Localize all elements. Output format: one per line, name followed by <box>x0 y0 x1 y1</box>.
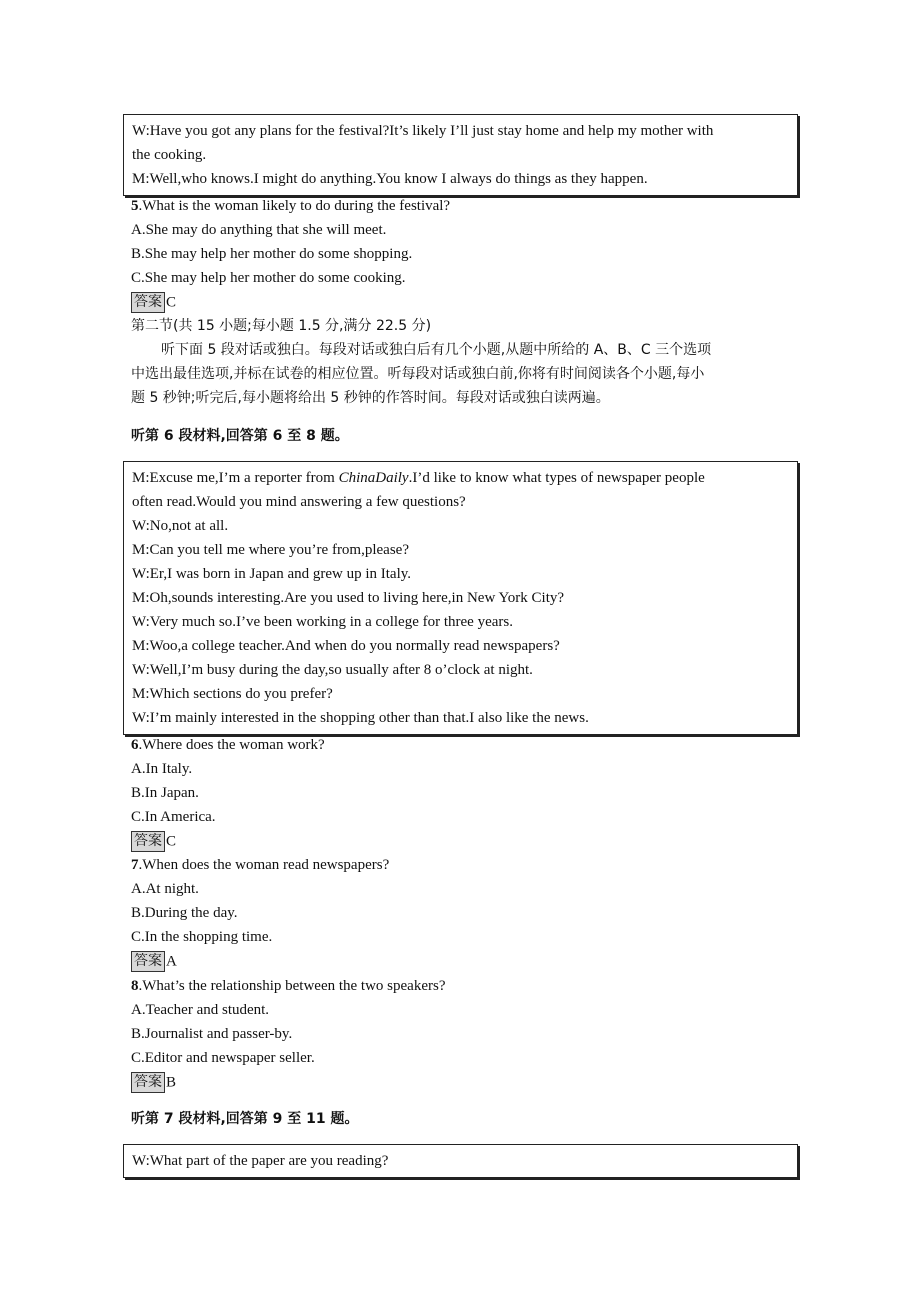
dialogue-line: the cooking. <box>132 147 207 163</box>
instruction-line: 听下面 5 段对话或独白。每段对话或独白后有几个小题,从题中所给的 A、B、C 三个选项 <box>161 342 712 358</box>
dialogue-line: M:Woo,a college teacher.And when do you normally read newspapers? <box>132 638 560 654</box>
answer-label: 答案 <box>131 1072 165 1093</box>
dialogue-line: W:No,not at all. <box>132 518 229 534</box>
question-6 <box>131 733 325 853</box>
dialogue-line: M:Well,who knows.I might do anything.You know I always do things as they happen. <box>132 171 648 187</box>
answer-label: 答案 <box>131 831 165 852</box>
answer-value: A <box>166 953 177 970</box>
dialogue-line <box>132 466 797 490</box>
dialogue-line: W:Er,I was born in Japan and grew up in Italy. <box>132 566 412 582</box>
question-number: 6 <box>131 737 139 753</box>
section-title: 第二节(共 15 小题;每小题 1.5 分,满分 22.5 分) <box>131 318 432 334</box>
option-a: A.Teacher and student. <box>131 1002 270 1018</box>
question-number: 8 <box>131 978 139 994</box>
dialogue-line: often read.Would you mind answering a few questions? <box>132 494 466 510</box>
dialogue-line: W:Well,I’m busy during the day,so usually after 8 o’clock at night. <box>132 662 533 678</box>
answer-label: 答案 <box>131 951 165 972</box>
dialogue-line: M:Which sections do you prefer? <box>132 686 333 702</box>
answer-label: 答案 <box>131 292 165 313</box>
dialogue-text: .I’d like to know what types of newspaper people <box>408 470 705 486</box>
option-c: C.Editor and newspaper seller. <box>131 1050 315 1066</box>
question-text: .What is the woman likely to do during the festival? <box>138 198 451 214</box>
question-number: 5 <box>131 198 139 214</box>
question-8 <box>131 974 445 1094</box>
option-a: A.At night. <box>131 881 199 897</box>
option-a: A.In Italy. <box>131 761 193 777</box>
dialogue-box-6 <box>123 461 798 735</box>
instruction-line: 题 5 秒钟;听完后,每小题将给出 5 秒钟的作答时间。每段对话或独白读两遍。 <box>131 390 610 406</box>
passage-6-heading <box>131 424 349 448</box>
dialogue-line: W:Very much so.I’ve been working in a college for three years. <box>132 614 513 630</box>
heading-text: 听第 7 段材料,回答第 9 至 11 题。 <box>131 1111 359 1127</box>
dialogue-line: M:Can you tell me where you’re from,please? <box>132 542 409 558</box>
question-text: .Where does the woman work? <box>138 737 325 753</box>
dialogue-line: M:Oh,sounds interesting.Are you used to living here,in New York City? <box>132 590 565 606</box>
dialogue-line: W:What part of the paper are you reading? <box>132 1153 389 1169</box>
dialogue-line: W:I’m mainly interested in the shopping other than that.I also like the news. <box>132 710 589 726</box>
option-a: A.She may do anything that she will meet. <box>131 222 387 238</box>
instruction-line: 中选出最佳选项,并标在试卷的相应位置。听每段对话或独白前,你将有时间阅读各个小题,每小 <box>131 366 705 382</box>
dialogue-box-7 <box>123 1144 798 1178</box>
option-b: B.In Japan. <box>131 785 199 801</box>
dialogue-text: M:Excuse me,I’m a reporter from <box>132 470 339 486</box>
heading-text: 听第 6 段材料,回答第 6 至 8 题。 <box>131 428 349 444</box>
question-text: .When does the woman read newspapers? <box>138 857 390 873</box>
option-b: B.Journalist and passer-by. <box>131 1026 293 1042</box>
option-b: B.She may help her mother do some shopping. <box>131 246 413 262</box>
section-2 <box>131 314 801 410</box>
answer-value: C <box>166 833 177 850</box>
dialogue-box-5 <box>123 114 798 196</box>
option-b: B.During the day. <box>131 905 238 921</box>
option-c: C.In the shopping time. <box>131 929 273 945</box>
option-c: C.She may help her mother do some cooking. <box>131 270 406 286</box>
question-number: 7 <box>131 857 139 873</box>
passage-7-heading <box>131 1107 359 1131</box>
newspaper-name: ChinaDaily <box>338 470 409 486</box>
question-text: .What’s the relationship between the two speakers? <box>138 978 446 994</box>
answer-value: B <box>166 1074 177 1091</box>
option-c: C.In America. <box>131 809 216 825</box>
answer-value: C <box>166 294 177 311</box>
question-5 <box>131 194 450 314</box>
dialogue-line: W:Have you got any plans for the festival?It’s likely I’ll just stay home and help my mother with <box>132 123 714 139</box>
question-7 <box>131 853 389 973</box>
